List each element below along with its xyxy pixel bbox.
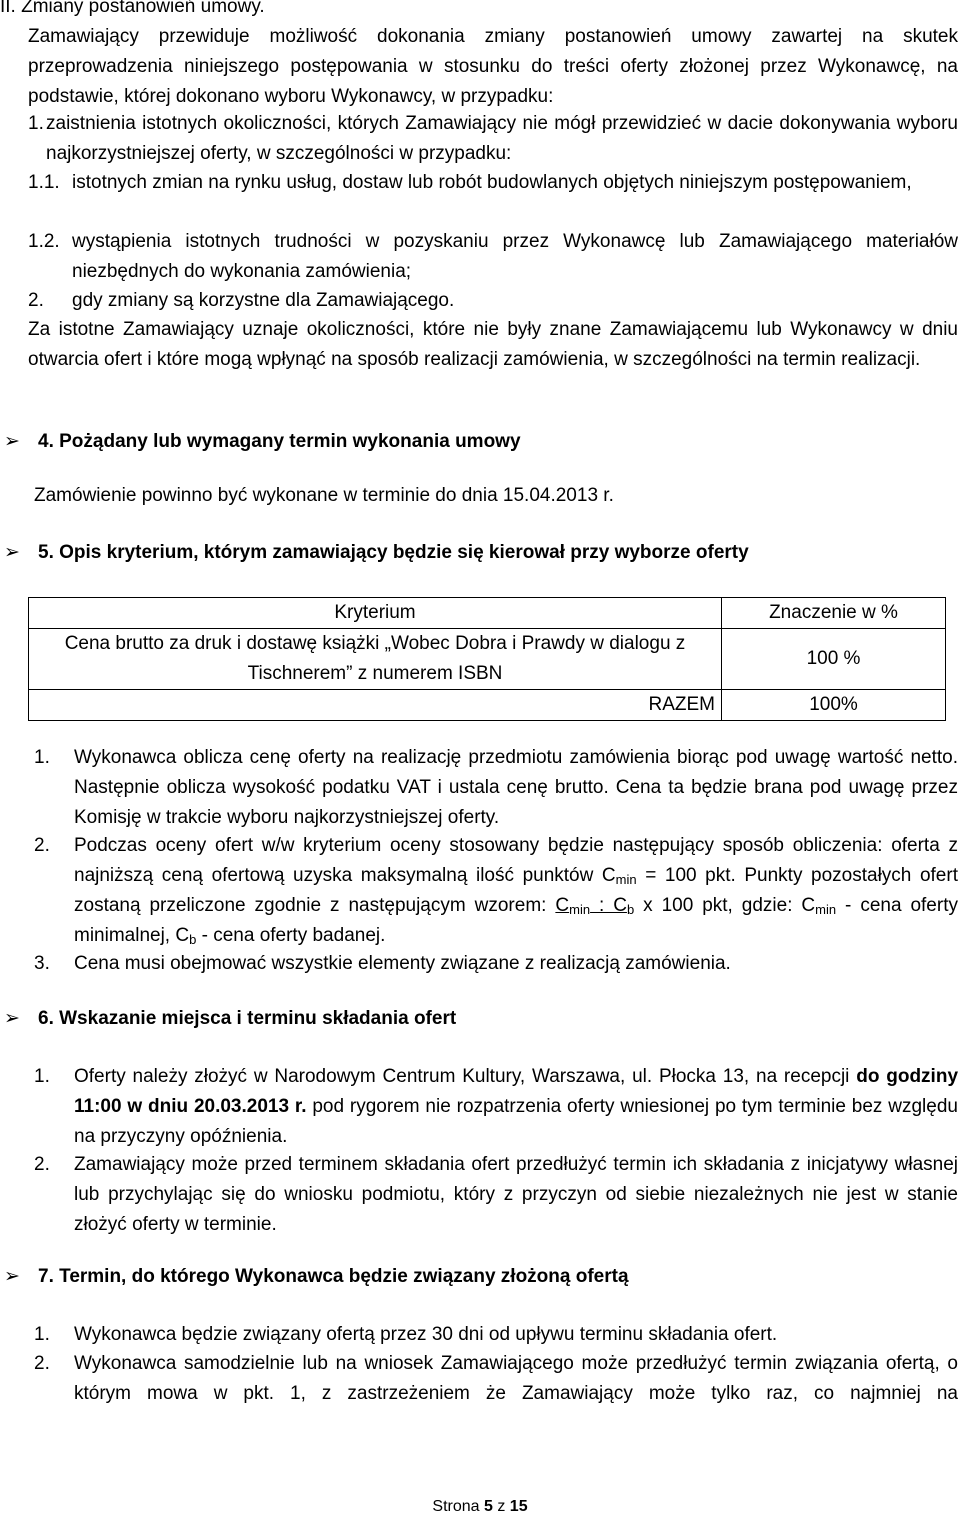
formula-sep: : C — [590, 895, 627, 916]
footer-total: 15 — [509, 1498, 528, 1515]
section-ii-intro: Zamawiający przewiduje możliwość dokonania zmiany postanowień umowy zawartej na skutek przeprowadzenia niniejszego postępowania w stosunku do treści oferty złożonej przez Wykonawcę, na podstawie, której dokonano wyboru Wykonawcy, w przypadku: — [28, 26, 958, 107]
row-criterion: Cena brutto za druk i dostawę książki „Wobec Dobra i Prawdy w dialogu z Tischnerem” z numerem ISBN — [29, 629, 722, 690]
section-7-item-2 — [0, 1349, 958, 1409]
item-number: 2. — [34, 1154, 50, 1175]
section-4-text: Zamówienie powinno być wykonane w terminie do dnia 15.04.2013 r. — [34, 485, 614, 506]
item-number: 1. — [34, 1324, 50, 1345]
item-text-e: - cena oferty badanej. — [196, 925, 386, 946]
section-ii-item-1 — [0, 109, 958, 169]
item-text: Wykonawca samodzielnie lub na wniosek Zamawiającego może przedłużyć termin związania ofertą, o którym mowa w pkt. 1, z zastrzeżeniem że Zamawiający może tylko raz, co najmniej na — [74, 1353, 958, 1404]
item-text-b: pod rygorem nie rozpatrzenia oferty wniesionej po tym terminie bez względu na przyczyny opóźnienia. — [74, 1096, 958, 1147]
section-6-item-1 — [0, 1062, 958, 1152]
item-text-a: Oferty należy złożyć w Narodowym Centrum Kultury, Warszawa, ul. Płocka 13, na recepcji — [74, 1066, 857, 1087]
item-text: zaistnienia istotnych okoliczności, których Zamawiający nie mógł przewidzieć w dacie dokonywania wyboru najkorzystniejszej oferty, w szczególności w przypadku: — [46, 113, 958, 164]
arrow-right-icon: ➢ — [4, 1266, 20, 1287]
item-number: 1.2. — [28, 231, 60, 252]
section-6-item-2 — [0, 1150, 958, 1240]
section-6 — [4, 1004, 960, 1034]
footer-page: 5 — [484, 1498, 493, 1515]
section-4-text-block — [34, 481, 960, 511]
closing-text: Za istotne Zamawiający uznaje okoliczności, które nie były znane Zamawiającemu lub Wykonawcy w dniu otwarcia ofert i które mogą wpłynąć na sposób realizacji zamówienia, w szczególności na termin realizacji. — [28, 319, 958, 370]
subscript-min: min — [615, 872, 637, 887]
table-header-row — [29, 598, 946, 629]
item-number: 2. — [34, 1353, 50, 1374]
formula-end: x 100 pkt, — [634, 895, 733, 916]
item-text: gdy zmiany są korzystne dla Zamawiającego. — [72, 290, 455, 311]
item-number: 1. — [34, 747, 50, 768]
subscript-b-2: b — [189, 932, 197, 947]
item-number: 1. — [28, 113, 44, 134]
item-text-a: Podczas oceny ofert w/w kryterium oceny stosowany będzie następujący sposób obliczenia: oferta z najniższą ceną ofertową uzyska maksymalną ilość punktów C — [74, 835, 958, 886]
item-text: Cena musi obejmować wszystkie elementy związane z realizacją zamówienia. — [74, 953, 731, 974]
section-5-item-2 — [0, 831, 958, 951]
item-number: 1. — [34, 1066, 50, 1087]
header-znaczenie: Znaczenie w % — [722, 598, 946, 629]
item-text-c: gdzie: C — [732, 895, 816, 916]
item-number: 3. — [34, 953, 50, 974]
section-ii-title: II. Zmiany postanowień umowy. — [0, 0, 265, 17]
section-5-item-1 — [0, 743, 958, 833]
subscript-min-2: min — [815, 902, 837, 917]
row-weight: 100 % — [722, 629, 946, 690]
item-text: Zamawiający może przed terminem składania ofert przedłużyć termin ich składania z inicjatywy własnej lub przychylając się do wniosku podmiotu, który z przyczyn od siebie niezależnych nie jest w stanie złożyć oferty w terminie. — [74, 1154, 958, 1235]
section-ii — [0, 0, 958, 112]
item-text: istotnych zmian na rynku usług, dostaw lub robót budowlanych objętych niniejszym postępowaniem, — [72, 172, 912, 193]
formula-b: b — [626, 902, 635, 917]
formula-min: min — [569, 902, 591, 917]
page-footer — [0, 1497, 960, 1517]
item-number: 2. — [34, 835, 50, 856]
arrow-right-icon: ➢ — [4, 1008, 20, 1029]
section-4-heading: 4. Pożądany lub wymagany termin wykonania umowy — [38, 431, 521, 452]
header-kryterium: Kryterium — [29, 598, 722, 629]
deadline-bold: do godziny 11:00 w dniu 20.03.2013 r. — [74, 1066, 959, 1117]
item-text: Wykonawca będzie związany ofertą przez 30 dni od upływu terminu składania ofert. — [74, 1324, 778, 1345]
section-7-heading: 7. Termin, do którego Wykonawca będzie związany złożoną ofertą — [38, 1266, 629, 1287]
section-5-item-3 — [0, 949, 958, 979]
item-text-d: - cena oferty minimalnej, C — [74, 895, 958, 946]
total-label: RAZEM — [29, 690, 722, 721]
section-ii-item-1-1 — [0, 168, 958, 198]
arrow-right-icon: ➢ — [4, 542, 20, 563]
section-6-heading: 6. Wskazanie miejsca i terminu składania ofert — [38, 1008, 457, 1029]
formula-c: C — [555, 895, 570, 916]
section-7 — [4, 1262, 960, 1292]
table-row — [29, 629, 946, 690]
arrow-right-icon: ➢ — [4, 431, 20, 452]
footer-sep: z — [492, 1498, 510, 1515]
item-number: 2. — [28, 290, 44, 311]
item-text-b: = 100 pkt. Punkty pozostałych ofert zostaną przeliczone zgodnie z następującym wzorem: — [74, 865, 958, 916]
criteria-table — [28, 597, 946, 721]
table-total-row — [29, 690, 946, 721]
item-number: 1.1. — [28, 172, 60, 193]
section-4 — [4, 427, 960, 457]
section-ii-closing — [0, 315, 958, 375]
formula — [555, 895, 634, 916]
total-value: 100% — [722, 690, 946, 721]
section-ii-item-1-2 — [0, 227, 958, 287]
item-text: Wykonawca oblicza cenę oferty na realizację przedmiotu zamówienia biorąc pod uwagę wartość netto. Następnie oblicza wysokość podatku VAT i ustala cenę brutto. Cena ta będzie brana pod uwagę przez Komisję w trakcie wyboru najkorzystniejszej oferty. — [74, 747, 958, 828]
section-7-item-1 — [0, 1320, 958, 1350]
section-5 — [4, 538, 960, 568]
item-text: wystąpienia istotnych trudności w pozyskaniu przez Wykonawcę lub Zamawiającego materiałów niezbędnych do wykonania zamówienia; — [72, 231, 958, 282]
footer-prefix: Strona — [432, 1498, 484, 1515]
section-ii-item-2 — [0, 286, 958, 316]
section-5-heading: 5. Opis kryterium, którym zamawiający będzie się kierował przy wyborze oferty — [38, 542, 749, 563]
